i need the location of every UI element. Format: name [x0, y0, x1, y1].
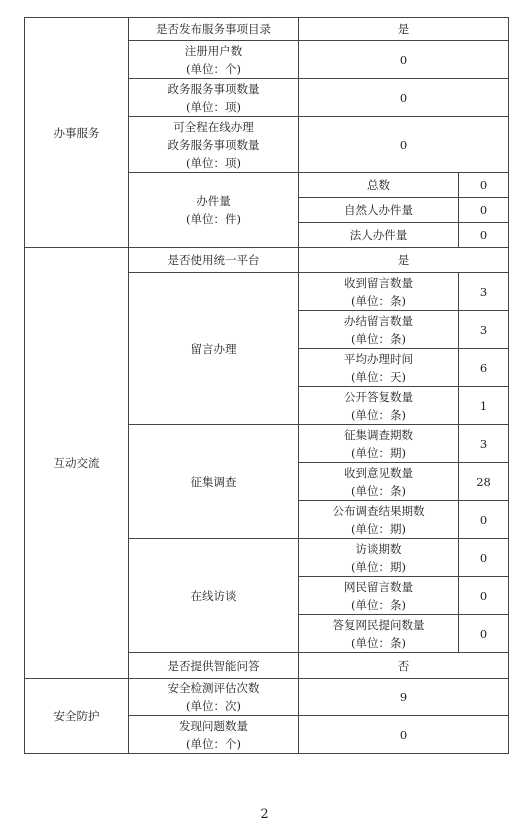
- row-value: 0: [459, 173, 509, 198]
- row-value: 是: [299, 248, 509, 273]
- row-value: 是: [299, 18, 509, 41]
- row-label: 公布调查结果期数 (单位：期): [299, 501, 459, 539]
- row-label: 平均办理时间 (单位：天): [299, 349, 459, 387]
- row-label: 办结留言数量 (单位：条): [299, 311, 459, 349]
- row-label: 自然人办件量: [299, 198, 459, 223]
- row-value: 0: [299, 79, 509, 117]
- row-label: 总数: [299, 173, 459, 198]
- subgroup-label: 办件量 (单位：件): [129, 173, 299, 248]
- row-value: 3: [459, 311, 509, 349]
- row-label: 政务服务事项数量 (单位：项): [129, 79, 299, 117]
- row-label: 是否使用统一平台: [129, 248, 299, 273]
- row-label: 法人办件量: [299, 223, 459, 248]
- row-label: 答复网民提问数量 (单位：条): [299, 615, 459, 653]
- row-value: 0: [459, 501, 509, 539]
- row-label: 网民留言数量 (单位：条): [299, 577, 459, 615]
- row-value: 6: [459, 349, 509, 387]
- row-value: 0: [459, 539, 509, 577]
- row-value: 3: [459, 425, 509, 463]
- row-value: 28: [459, 463, 509, 501]
- row-value: 9: [299, 679, 509, 716]
- section-label-security: 安全防护: [25, 679, 129, 754]
- page-number: 2: [260, 807, 269, 822]
- row-label: 可全程在线办理 政务服务事项数量 (单位：项): [129, 117, 299, 173]
- subgroup-label: 在线访谈: [129, 539, 299, 653]
- statistics-table: [24, 17, 509, 754]
- row-value: 1: [459, 387, 509, 425]
- subgroup-label: 征集调查: [129, 425, 299, 539]
- row-value: 0: [299, 41, 509, 79]
- row-value: 0: [459, 223, 509, 248]
- section-label-service: 办事服务: [25, 18, 129, 248]
- subgroup-label: 留言办理: [129, 273, 299, 425]
- row-label: 收到留言数量 (单位：条): [299, 273, 459, 311]
- row-label: 征集调查期数 (单位：期): [299, 425, 459, 463]
- row-value: 0: [459, 198, 509, 223]
- row-value: 0: [459, 615, 509, 653]
- row-label: 访谈期数 (单位：期): [299, 539, 459, 577]
- row-label: 是否发布服务事项目录: [129, 18, 299, 41]
- row-label: 公开答复数量 (单位：条): [299, 387, 459, 425]
- section-label-interaction: 互动交流: [25, 248, 129, 679]
- row-value: 否: [299, 653, 509, 679]
- row-label: 注册用户数 (单位：个): [129, 41, 299, 79]
- row-value: 3: [459, 273, 509, 311]
- row-value: 0: [459, 577, 509, 615]
- row-value: 0: [299, 716, 509, 754]
- row-label: 发现问题数量 (单位：个): [129, 716, 299, 754]
- row-value: 0: [299, 117, 509, 173]
- row-label: 是否提供智能问答: [129, 653, 299, 679]
- row-label: 收到意见数量 (单位：条): [299, 463, 459, 501]
- row-label: 安全检测评估次数 (单位：次): [129, 679, 299, 716]
